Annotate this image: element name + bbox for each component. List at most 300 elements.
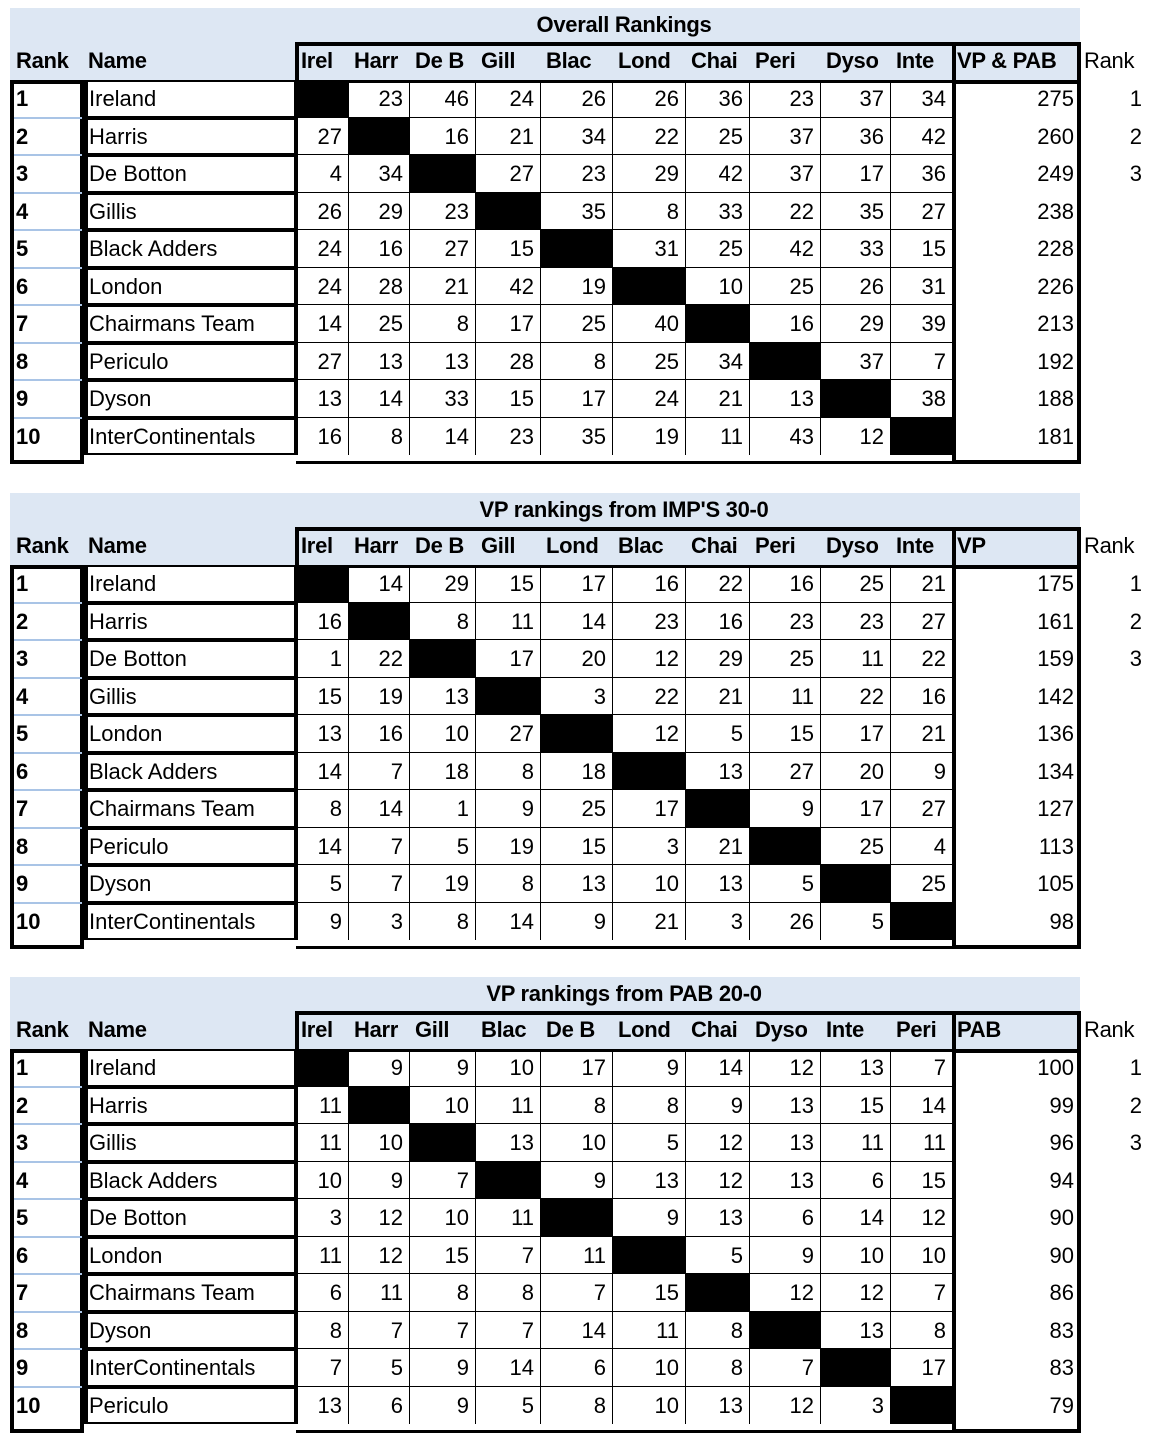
score-cell: 23	[821, 603, 891, 641]
placing-cell: 3	[1129, 1130, 1142, 1155]
rank-cell: 4	[16, 683, 29, 709]
score-cell: 3	[613, 828, 686, 866]
placing-cell	[1084, 193, 1142, 231]
score-cell: 9	[613, 1049, 686, 1087]
score-cell: 33	[821, 230, 891, 268]
score-cell: 13	[613, 1162, 686, 1200]
score-cell: 23	[349, 80, 410, 118]
table-row	[10, 903, 1154, 941]
score-cell: 17	[541, 1049, 613, 1087]
score-cell: 15	[891, 230, 952, 268]
ranking-table	[0, 493, 1154, 949]
score-cell: 11	[476, 1199, 541, 1237]
blocked-cell	[821, 1349, 891, 1387]
score-cell: 29	[686, 640, 750, 678]
score-cell: 38	[891, 380, 952, 418]
score-cell: 21	[686, 678, 750, 716]
table-row	[10, 1349, 1154, 1387]
score-cell: 13	[821, 1312, 891, 1350]
score-cell: 28	[476, 343, 541, 381]
opponent-column-header: Inte	[826, 1017, 864, 1042]
score-cell: 7	[891, 1274, 952, 1312]
placing-cell: 2	[1129, 1092, 1142, 1118]
score-cell: 6	[750, 1199, 821, 1237]
score-cell: 9	[410, 1049, 476, 1087]
placing-cell: 1	[1129, 1055, 1142, 1080]
score-cell: 9	[349, 1049, 410, 1087]
blocked-cell	[613, 753, 686, 791]
opponent-column-header: Dyso	[826, 48, 879, 73]
rank-cell: 10	[16, 423, 41, 449]
score-cell: 25	[613, 343, 686, 381]
score-cell: 10	[821, 1237, 891, 1275]
score-cell: 25	[750, 640, 821, 678]
blocked-cell	[891, 903, 952, 941]
total-cell: 79	[1049, 1392, 1074, 1418]
total-cell: 275	[1037, 86, 1074, 111]
placing-cell	[1084, 903, 1142, 941]
rank-cell: 2	[16, 608, 29, 634]
score-cell: 12	[750, 1049, 821, 1087]
score-cell: 24	[296, 268, 349, 306]
score-cell: 15	[476, 565, 541, 603]
score-cell: 13	[476, 1124, 541, 1162]
rank-cell: 2	[16, 123, 29, 149]
rank-cell: 4	[16, 1167, 29, 1193]
score-cell: 21	[891, 715, 952, 753]
score-cell: 5	[349, 1349, 410, 1387]
total-cell: 99	[1049, 1092, 1074, 1118]
blocked-cell	[476, 193, 541, 231]
placing-cell: 1	[1129, 86, 1142, 111]
table-row	[10, 268, 1154, 306]
score-cell: 24	[613, 380, 686, 418]
score-cell: 8	[410, 1274, 476, 1312]
opponent-column-header: Irel	[301, 1017, 333, 1042]
score-cell: 11	[821, 640, 891, 678]
score-cell: 8	[541, 343, 613, 381]
score-cell: 13	[686, 753, 750, 791]
score-cell: 21	[891, 565, 952, 603]
score-cell: 17	[476, 640, 541, 678]
total-cell: 228	[1037, 236, 1074, 261]
score-cell: 19	[410, 865, 476, 903]
team-name-cell: InterContinentals	[89, 908, 256, 934]
score-cell: 42	[476, 268, 541, 306]
placing-cell	[1084, 1237, 1142, 1275]
total-cell: 249	[1037, 161, 1074, 186]
score-cell: 4	[891, 828, 952, 866]
total-cell: 188	[1037, 386, 1074, 411]
score-cell: 12	[891, 1199, 952, 1237]
team-name-cell: Harris	[89, 1092, 148, 1118]
placing-cell	[1084, 790, 1142, 828]
score-cell: 13	[296, 380, 349, 418]
score-cell: 11	[750, 678, 821, 716]
opponent-column-header: Peri	[755, 533, 796, 558]
score-cell: 13	[296, 715, 349, 753]
table-row	[10, 230, 1154, 268]
table-row	[10, 790, 1154, 828]
score-cell: 7	[296, 1349, 349, 1387]
score-cell: 9	[410, 1349, 476, 1387]
score-cell: 9	[541, 1162, 613, 1200]
total-cell: 260	[1037, 123, 1074, 149]
total-cell: 226	[1037, 273, 1074, 299]
score-cell: 8	[541, 1087, 613, 1125]
total-column-header: PAB	[957, 1017, 1001, 1042]
score-cell: 21	[476, 118, 541, 156]
score-cell: 5	[750, 865, 821, 903]
blocked-cell	[891, 418, 952, 456]
opponent-column-header: Harr	[354, 48, 399, 73]
team-name-cell: Harris	[89, 608, 148, 634]
total-cell: 83	[1049, 1355, 1074, 1380]
opponent-column-header: Inte	[896, 48, 934, 73]
blocked-cell	[686, 305, 750, 343]
team-name-cell: Chairmans Team	[89, 1280, 255, 1305]
opponent-column-header: Lond	[618, 48, 671, 73]
score-cell: 4	[296, 155, 349, 193]
rank-cell: 7	[16, 1280, 29, 1305]
total-cell: 96	[1049, 1130, 1074, 1155]
score-cell: 11	[613, 1312, 686, 1350]
score-cell: 26	[296, 193, 349, 231]
score-cell: 42	[686, 155, 750, 193]
score-cell: 27	[891, 603, 952, 641]
score-cell: 13	[750, 380, 821, 418]
score-cell: 26	[750, 903, 821, 941]
score-cell: 21	[686, 380, 750, 418]
opponent-column-header: Blac	[546, 48, 592, 73]
score-cell: 15	[410, 1237, 476, 1275]
total-cell: 159	[1037, 646, 1074, 671]
team-name-cell: Dyson	[89, 1317, 152, 1343]
score-cell: 11	[296, 1124, 349, 1162]
score-cell: 8	[686, 1312, 750, 1350]
score-cell: 18	[410, 753, 476, 791]
blocked-cell	[349, 1087, 410, 1125]
score-cell: 12	[750, 1387, 821, 1425]
opponent-column-header: De B	[415, 48, 464, 73]
table-row	[10, 80, 1154, 118]
score-cell: 20	[821, 753, 891, 791]
score-cell: 20	[541, 640, 613, 678]
score-cell: 7	[891, 1049, 952, 1087]
score-cell: 17	[541, 565, 613, 603]
score-cell: 5	[613, 1124, 686, 1162]
table-title: VP rankings from IMP'S 30-0	[479, 497, 769, 522]
rank-cell: 9	[16, 386, 29, 411]
score-cell: 27	[476, 715, 541, 753]
score-cell: 6	[349, 1387, 410, 1425]
score-cell: 16	[410, 118, 476, 156]
opponent-column-header: Gill	[481, 48, 516, 73]
team-name-cell: Ireland	[89, 1055, 157, 1080]
score-cell: 8	[476, 1274, 541, 1312]
rank-cell: 9	[16, 1355, 29, 1380]
blocked-cell	[349, 118, 410, 156]
score-cell: 13	[410, 343, 476, 381]
score-cell: 10	[613, 1349, 686, 1387]
score-cell: 11	[296, 1237, 349, 1275]
rank-cell: 2	[16, 1092, 29, 1118]
blocked-cell	[410, 1124, 476, 1162]
score-cell: 34	[349, 155, 410, 193]
score-cell: 22	[613, 118, 686, 156]
score-cell: 27	[296, 118, 349, 156]
team-name-cell: Gillis	[89, 1130, 137, 1155]
score-cell: 46	[410, 80, 476, 118]
rank-cell: 1	[16, 1055, 29, 1080]
total-column-header: VP	[957, 533, 986, 558]
rank-cell: 10	[16, 908, 41, 934]
table-row	[10, 753, 1154, 791]
name-column-header: Name	[88, 533, 147, 558]
score-cell: 26	[821, 268, 891, 306]
score-cell: 24	[476, 80, 541, 118]
score-cell: 13	[686, 1387, 750, 1425]
total-cell: 113	[1038, 833, 1074, 859]
placing-cell	[1084, 715, 1142, 753]
placing-cell	[1084, 1274, 1142, 1312]
score-cell: 26	[541, 80, 613, 118]
rank-cell: 3	[16, 1130, 29, 1155]
score-cell: 22	[891, 640, 952, 678]
rank-cell: 3	[16, 646, 29, 671]
score-cell: 9	[686, 1087, 750, 1125]
score-cell: 8	[686, 1349, 750, 1387]
score-cell: 25	[686, 118, 750, 156]
blocked-cell	[476, 1162, 541, 1200]
rank-column-header: Rank	[16, 48, 69, 73]
score-cell: 24	[296, 230, 349, 268]
score-cell: 11	[476, 1087, 541, 1125]
score-cell: 3	[296, 1199, 349, 1237]
score-cell: 9	[750, 1237, 821, 1275]
score-cell: 23	[476, 418, 541, 456]
total-cell: 127	[1037, 796, 1074, 821]
score-cell: 19	[541, 268, 613, 306]
score-cell: 14	[296, 753, 349, 791]
placing-cell	[1084, 1199, 1142, 1237]
placing-cell	[1084, 678, 1142, 716]
score-cell: 23	[410, 193, 476, 231]
score-cell: 1	[296, 640, 349, 678]
score-cell: 14	[296, 305, 349, 343]
score-cell: 42	[750, 230, 821, 268]
rank-cell: 5	[16, 721, 29, 746]
score-cell: 23	[750, 80, 821, 118]
ranking-table	[0, 977, 1154, 1433]
score-cell: 1	[410, 790, 476, 828]
total-cell: 100	[1037, 1055, 1074, 1080]
placing-cell	[1084, 230, 1142, 268]
score-cell: 35	[821, 193, 891, 231]
score-cell: 19	[476, 828, 541, 866]
total-cell: 86	[1049, 1280, 1074, 1305]
score-cell: 12	[750, 1274, 821, 1312]
team-name-cell: De Botton	[89, 1205, 187, 1230]
total-cell: 238	[1037, 198, 1074, 224]
score-cell: 9	[613, 1199, 686, 1237]
score-cell: 5	[686, 715, 750, 753]
score-cell: 10	[476, 1049, 541, 1087]
placing-cell: 2	[1129, 608, 1142, 634]
score-cell: 8	[410, 305, 476, 343]
score-cell: 5	[821, 903, 891, 941]
score-cell: 7	[476, 1237, 541, 1275]
placing-cell	[1084, 305, 1142, 343]
rank-cell: 5	[16, 1205, 29, 1230]
score-cell: 15	[476, 380, 541, 418]
score-cell: 12	[686, 1124, 750, 1162]
blocked-cell	[410, 155, 476, 193]
opponent-column-header: Peri	[755, 48, 796, 73]
score-cell: 7	[349, 828, 410, 866]
score-cell: 25	[541, 305, 613, 343]
total-cell: 175	[1037, 571, 1074, 596]
score-cell: 21	[613, 903, 686, 941]
score-cell: 14	[349, 790, 410, 828]
score-cell: 9	[410, 1387, 476, 1425]
score-cell: 27	[410, 230, 476, 268]
score-cell: 36	[891, 155, 952, 193]
score-cell: 25	[891, 865, 952, 903]
score-cell: 14	[891, 1087, 952, 1125]
score-cell: 37	[750, 118, 821, 156]
team-name-cell: Gillis	[89, 683, 137, 709]
blocked-cell	[296, 80, 349, 118]
placing-cell	[1084, 1387, 1142, 1425]
total-cell: 161	[1037, 608, 1074, 634]
score-cell: 13	[821, 1049, 891, 1087]
score-cell: 9	[750, 790, 821, 828]
score-cell: 14	[541, 1312, 613, 1350]
score-cell: 23	[750, 603, 821, 641]
score-cell: 9	[296, 903, 349, 941]
blocked-cell	[296, 1049, 349, 1087]
score-cell: 10	[296, 1162, 349, 1200]
score-cell: 8	[541, 1387, 613, 1425]
score-cell: 19	[349, 678, 410, 716]
rank-cell: 6	[16, 273, 29, 299]
score-cell: 12	[821, 418, 891, 456]
score-cell: 5	[296, 865, 349, 903]
team-name-cell: Chairmans Team	[89, 796, 255, 821]
score-cell: 3	[686, 903, 750, 941]
rank-cell: 8	[16, 1317, 29, 1343]
placing-cell	[1084, 828, 1142, 866]
score-cell: 14	[476, 1349, 541, 1387]
score-cell: 27	[296, 343, 349, 381]
total-cell: 181	[1037, 423, 1074, 449]
team-name-cell: Dyson	[89, 386, 152, 411]
opponent-column-header: Dyso	[826, 533, 879, 558]
score-cell: 27	[891, 193, 952, 231]
table-row	[10, 565, 1154, 603]
score-cell: 5	[476, 1387, 541, 1425]
rank-cell: 1	[16, 86, 29, 111]
team-name-cell: London	[89, 273, 163, 299]
score-cell: 8	[891, 1312, 952, 1350]
team-name-cell: London	[89, 1242, 163, 1268]
blocked-cell	[821, 380, 891, 418]
score-cell: 22	[349, 640, 410, 678]
score-cell: 26	[613, 80, 686, 118]
score-cell: 16	[296, 603, 349, 641]
blocked-cell	[821, 865, 891, 903]
score-cell: 14	[296, 828, 349, 866]
score-cell: 35	[541, 193, 613, 231]
score-cell: 9	[891, 753, 952, 791]
blocked-cell	[476, 678, 541, 716]
ranking-table	[0, 8, 1154, 464]
score-cell: 33	[686, 193, 750, 231]
name-column-header: Name	[88, 1017, 147, 1042]
placing-cell	[1084, 753, 1142, 791]
team-name-cell: De Botton	[89, 161, 187, 186]
score-cell: 7	[750, 1349, 821, 1387]
score-cell: 15	[613, 1274, 686, 1312]
score-cell: 16	[750, 565, 821, 603]
score-cell: 39	[891, 305, 952, 343]
score-cell: 42	[891, 118, 952, 156]
placing-column-header: Rank	[1084, 48, 1135, 73]
score-cell: 12	[686, 1162, 750, 1200]
placing-cell	[1084, 343, 1142, 381]
score-cell: 13	[349, 343, 410, 381]
table-row	[10, 1199, 1154, 1237]
score-cell: 14	[410, 418, 476, 456]
score-cell: 14	[349, 565, 410, 603]
score-cell: 36	[821, 118, 891, 156]
score-cell: 27	[750, 753, 821, 791]
score-cell: 14	[476, 903, 541, 941]
score-cell: 22	[821, 678, 891, 716]
score-cell: 16	[891, 678, 952, 716]
table-title: VP rankings from PAB 20-0	[486, 981, 762, 1006]
score-cell: 7	[410, 1312, 476, 1350]
placing-cell	[1084, 865, 1142, 903]
score-cell: 18	[541, 753, 613, 791]
score-cell: 25	[821, 828, 891, 866]
rank-cell: 5	[16, 236, 29, 261]
score-cell: 10	[410, 1199, 476, 1237]
score-cell: 7	[349, 1312, 410, 1350]
opponent-column-header: Dyso	[755, 1017, 808, 1042]
opponent-column-header: Blac	[618, 533, 664, 558]
score-cell: 13	[296, 1387, 349, 1425]
rank-cell: 4	[16, 198, 29, 224]
score-cell: 13	[750, 1162, 821, 1200]
score-cell: 8	[613, 193, 686, 231]
opponent-column-header: De B	[415, 533, 464, 558]
score-cell: 25	[541, 790, 613, 828]
opponent-column-header: Harr	[354, 533, 399, 558]
total-cell: 83	[1049, 1317, 1074, 1343]
score-cell: 12	[349, 1237, 410, 1275]
score-cell: 22	[686, 565, 750, 603]
score-cell: 16	[349, 230, 410, 268]
rank-cell: 6	[16, 758, 29, 784]
blocked-cell	[296, 565, 349, 603]
total-cell: 213	[1037, 311, 1074, 336]
table-row	[10, 155, 1154, 193]
placing-cell	[1084, 268, 1142, 306]
score-cell: 14	[541, 603, 613, 641]
score-cell: 10	[686, 268, 750, 306]
